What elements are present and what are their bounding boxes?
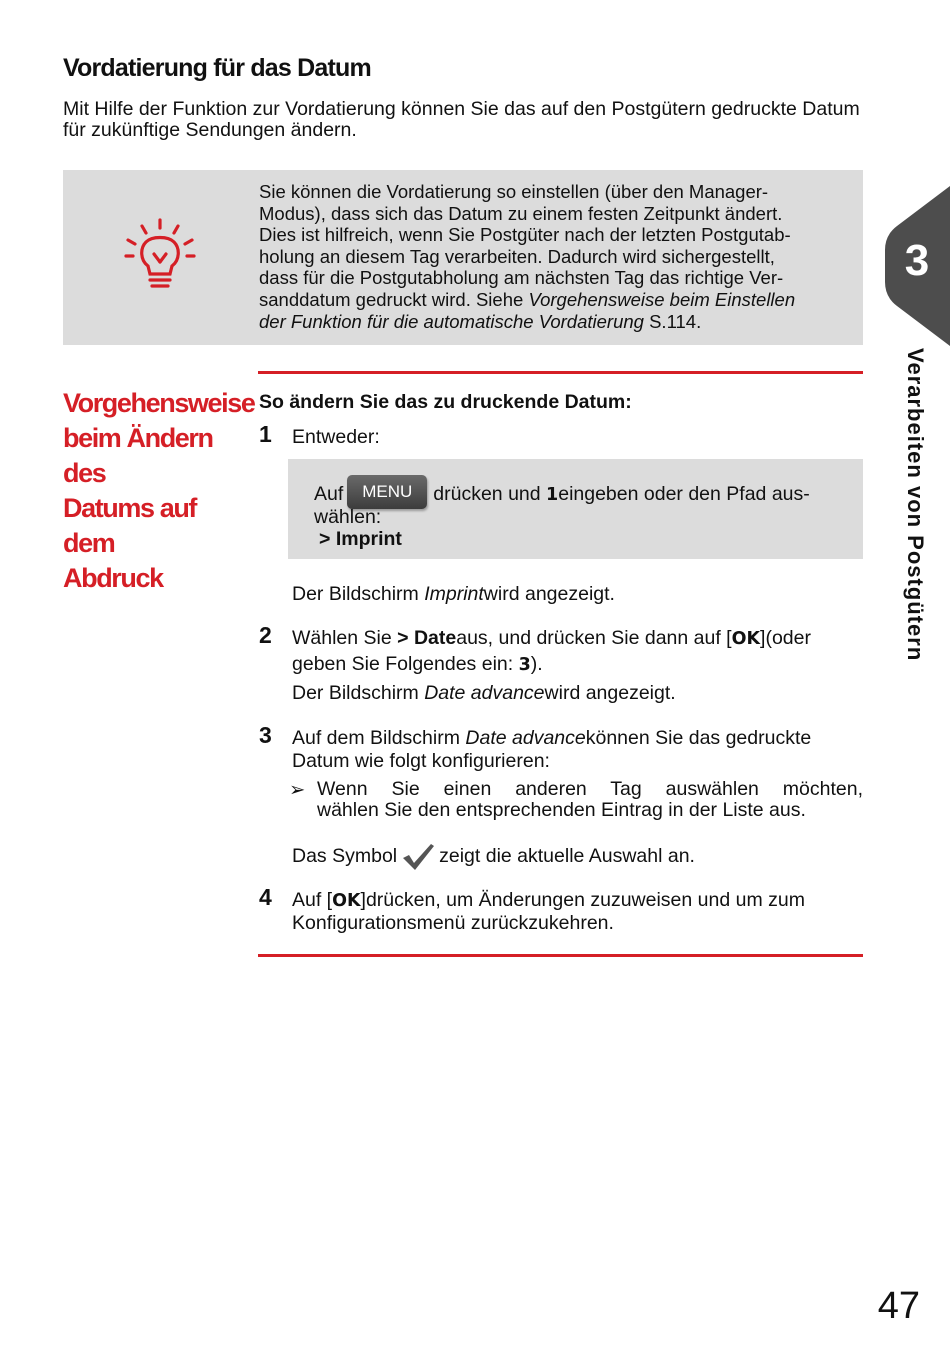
bullet-line2: wählen Sie den entsprechenden Eintrag in der Liste aus. bbox=[317, 799, 806, 821]
intro-text: Mit Hilfe der Funktion zur Vordatierung können Sie das auf den Postgütern gedruckte Datum für zukünftige Sendungen ändern. bbox=[63, 98, 860, 141]
step-number: 2 bbox=[259, 622, 272, 648]
bottom-rule bbox=[258, 954, 863, 957]
step2-line1: Wählen Sie > Dateaus, und drücken Sie dann auf [OK](oder bbox=[292, 627, 811, 649]
procedure-side-title: Vorgehensweise beim Ändern des Datums auf dem Abdruck bbox=[63, 388, 255, 593]
chapter-title: Verarbeiten von Postgütern bbox=[903, 348, 928, 662]
step3-line2: Datum wie folgt konfigurieren: bbox=[292, 750, 550, 772]
menu-path: > Imprint bbox=[319, 528, 402, 550]
step4-line1: Auf [OK]drücken, um Änderungen zuzuweisen und um zum bbox=[292, 889, 805, 911]
step2-line2: geben Sie Folgendes ein: 3). bbox=[292, 653, 543, 675]
step-number: 4 bbox=[259, 884, 272, 910]
checkmark-icon bbox=[401, 842, 435, 872]
step1-text: Entweder: bbox=[292, 426, 380, 448]
chapter-number: 3 bbox=[904, 236, 930, 285]
lightbulb-icon bbox=[122, 218, 198, 294]
menu-button[interactable]: MENU bbox=[347, 475, 427, 509]
step3-line1: Auf dem Bildschirm Date advancekönnen Sie das gedruckte bbox=[292, 727, 812, 749]
tip-text: Sie können die Vordatierung so einstellen (über den Manager- Modus), dass sich das Datum zu einem festen Zeitpunkt ändert. Dies ist hilfreich, wenn Sie Postgüter nach der letzten Postgutab- holung an diesem Tag verarbeiten. Dadurch wird sichergestellt, dass für die Postgutabholung am nächsten Tag das richtige Ver- sanddatum gedruckt wird. Siehe Vorgehensweise beim Einstellen der Funktion für die automatische Vordatierung S.114. bbox=[259, 181, 796, 332]
step-number: 3 bbox=[259, 722, 272, 748]
instruction-line1: Auf MENU drücken und 1eingeben oder den Pfad aus- bbox=[314, 478, 854, 512]
procedure-title: So ändern Sie das zu druckende Datum: bbox=[259, 391, 632, 413]
top-rule bbox=[258, 371, 863, 374]
page-number: 47 bbox=[877, 1285, 920, 1327]
step4-line2: Konfigurationsmenü zurückzukehren. bbox=[292, 912, 614, 934]
step-number: 1 bbox=[259, 421, 272, 447]
bullet-arrow-icon: ➢ bbox=[289, 779, 306, 801]
symbol-line: Das Symbol zeigt die aktuelle Auswahl an. bbox=[292, 842, 695, 872]
step1-result: Der Bildschirm Imprintwird angezeigt. bbox=[292, 583, 615, 605]
instruction-line2: wählen: bbox=[314, 506, 382, 528]
page-heading: Vordatierung für das Datum bbox=[63, 54, 371, 82]
bullet-line1: Wenn Sie einen anderen Tag auswählen möchten, bbox=[317, 778, 863, 800]
step2-line3: Der Bildschirm Date advancewird angezeigt. bbox=[292, 682, 676, 704]
